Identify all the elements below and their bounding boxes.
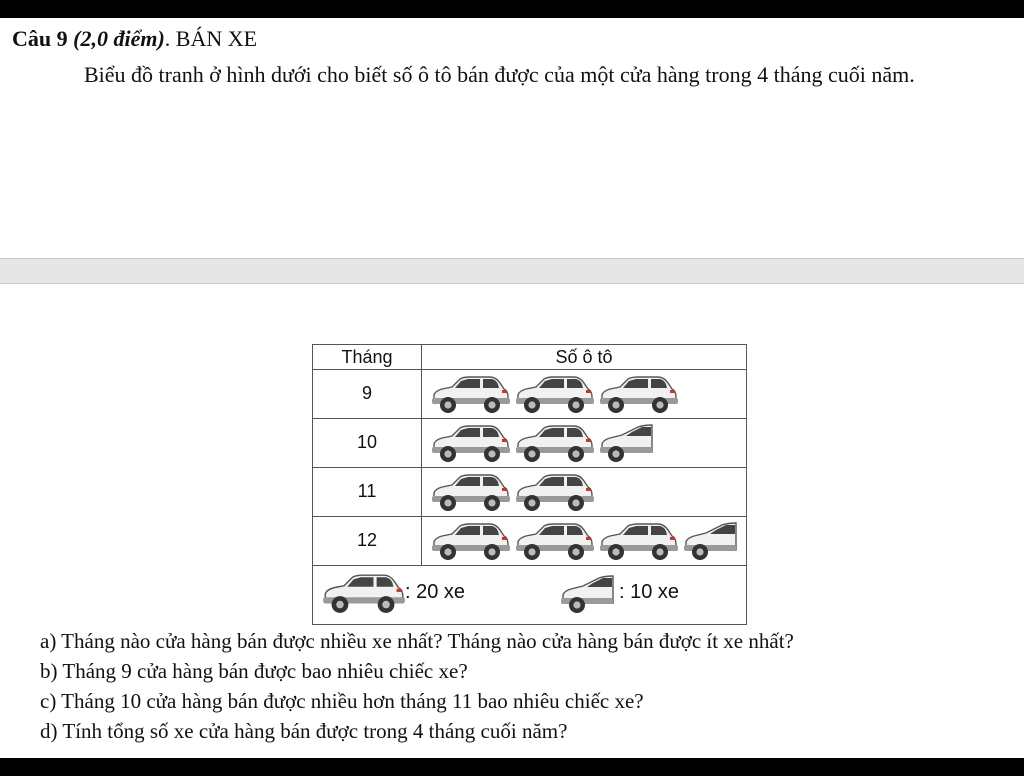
month-cell: 10 (313, 418, 422, 467)
legend-full-label: : 20 xe (405, 581, 466, 603)
full-car-icon (514, 422, 594, 464)
table-row (313, 418, 746, 468)
month-cell: 9 (313, 369, 422, 418)
cars-cell (422, 418, 746, 467)
header-count: Số ô tô (555, 346, 613, 367)
full-car-icon (598, 373, 678, 415)
subquestion-c: c) Tháng 10 cửa hàng bán được nhiều hơn tháng 11 bao nhiêu chiếc xe? (40, 689, 644, 713)
question-points: (2,0 điểm) (73, 26, 165, 51)
full-car-icon (430, 422, 510, 464)
question-title (12, 26, 257, 52)
full-car-icon (321, 571, 405, 615)
subquestions (40, 626, 794, 746)
full-car-icon (430, 471, 510, 513)
header-month: Tháng (313, 345, 422, 369)
full-car-icon (430, 520, 510, 562)
half-car-icon (682, 520, 738, 562)
half-car-icon (557, 573, 617, 615)
table-header-row (313, 345, 746, 370)
top-black-bar (0, 0, 1024, 18)
subquestion-d: d) Tính tổng số xe cửa hàng bán được trong 4 tháng cuối năm? (40, 719, 568, 743)
table-row (313, 467, 746, 517)
legend (313, 565, 746, 624)
half-car-icon (598, 422, 654, 464)
subquestion-a: a) Tháng nào cửa hàng bán được nhiều xe nhất? Tháng nào cửa hàng bán được ít xe nhất? (40, 629, 794, 653)
full-car-icon (514, 520, 594, 562)
cars-cell (422, 467, 746, 516)
page-divider (0, 258, 1024, 284)
subquestion-b: b) Tháng 9 cửa hàng bán được bao nhiêu chiếc xe? (40, 659, 468, 683)
question-intro: Biểu đồ tranh ở hình dưới cho biết số ô tô bán được của một cửa hàng trong 4 tháng cuối năm. (84, 62, 915, 87)
cars-cell (422, 516, 746, 565)
month-cell: 12 (313, 516, 422, 565)
full-car-icon (514, 471, 594, 513)
question-heading: . BÁN XE (164, 26, 258, 51)
table-row (313, 516, 746, 566)
full-car-icon (430, 373, 510, 415)
month-cell: 11 (313, 467, 422, 516)
full-car-icon (514, 373, 594, 415)
question-number: Câu 9 (12, 26, 68, 51)
cars-cell (422, 369, 746, 418)
table-row (313, 369, 746, 419)
full-car-icon (598, 520, 678, 562)
bottom-black-bar (0, 758, 1024, 776)
legend-half-label: : 10 xe (619, 581, 680, 603)
pictograph-table (312, 344, 747, 625)
